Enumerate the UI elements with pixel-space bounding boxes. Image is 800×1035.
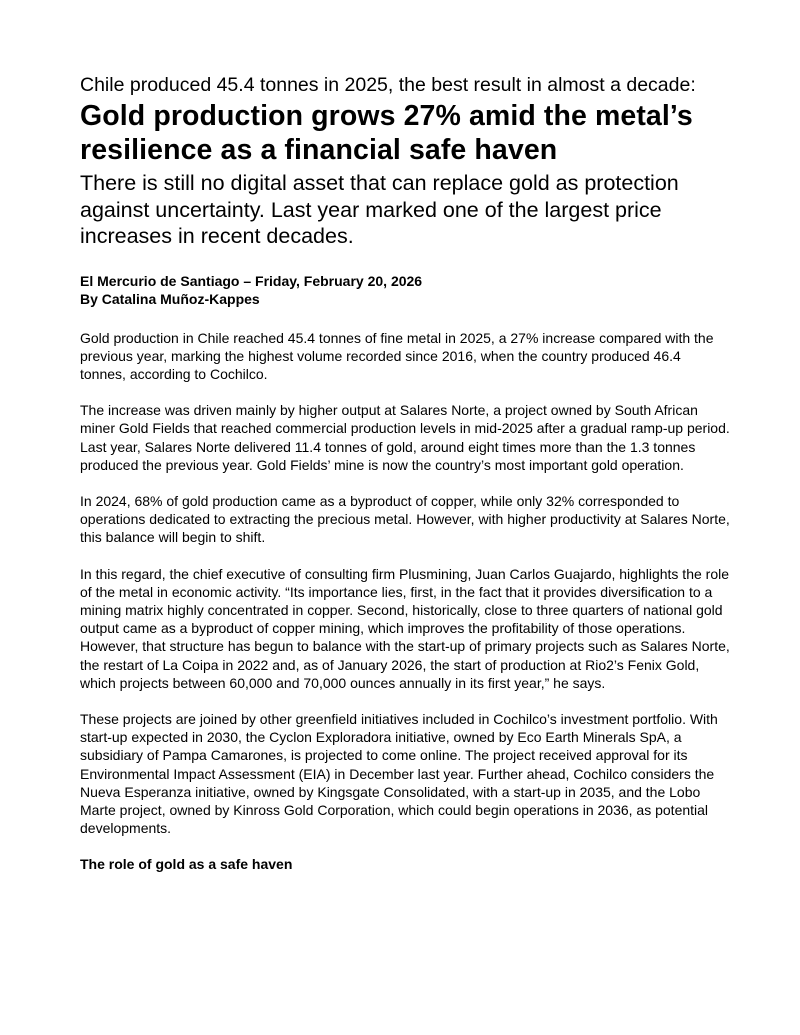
article-dateline: El Mercurio de Santiago – Friday, February 20, 2026 <box>80 272 423 289</box>
body-paragraph: These projects are joined by other greenfield initiatives included in Cochilco’s investment portfolio. With start-up expected in 2030, the Cyclon Exploradora initiative, owned by Eco Earth Minerals SpA, a subsidiary of Pampa Camarones, is projected to come online. The project received approval for its Environmental Impact Assessment (EIA) in December last year. Further ahead, Cochilco considers the Nueva Esperanza initiative, owned by Kingsgate Consolidated, with a start-up in 2035, and the Lobo Marte project, owned by Kinross Gold Corporation, which could begin operations in 2036, as potential developments. <box>80 710 718 837</box>
article-deck: There is still no digital asset that can replace gold as protection against uncertainty. Last year marked one of the largest price increases in recent decades. <box>80 171 679 248</box>
article-meta <box>80 272 730 308</box>
section-heading: The role of gold as a safe haven <box>80 856 293 873</box>
body-paragraph: In 2024, 68% of gold production came as a byproduct of copper, while only 32% corresponded to operations dedicated to extracting the precious metal. However, with higher productivity at Salares Norte, this balance will begin to shift. <box>80 492 730 546</box>
article-kicker: Chile produced 45.4 tonnes in 2025, the best result in almost a decade: <box>80 74 696 96</box>
body-paragraph: Gold production in Chile reached 45.4 tonnes of fine metal in 2025, a 27% increase compared with the previous year, marking the highest volume recorded since 2016, when the country produced 46.4 tonnes, according to Cochilco. <box>80 329 714 382</box>
article <box>80 74 730 873</box>
body-paragraph: The increase was driven mainly by higher output at Salares Norte, a project owned by South African miner Gold Fields that reached commercial production levels in mid-2025 after a gradual ramp-up period. Last year, Salares Norte delivered 11.4 tonnes of gold, around eight times more than the 1.3 tonnes produced the previous year. Gold Fields’ mine is now the country’s most important gold operation. <box>80 402 730 473</box>
article-body <box>80 329 730 874</box>
body-paragraph: In this regard, the chief executive of consulting firm Plusmining, Juan Carlos Guajardo, highlights the role of the metal in economic activity. “Its importance lies, first, in the fact that it provides diversification to a mining matrix highly concentrated in copper. Second, historically, close to three quarters of national gold output came as a byproduct of copper mining, which improves the profitability of those operations. However, that structure has begun to balance with the start-up of primary projects such as Salares Norte, the restart of La Coipa in 2022 and, as of January 2026, the start of production at Rio2’s Fenix Gold, which projects between 60,000 and 70,000 ounces annually in its first year,” he says. <box>80 565 730 691</box>
article-byline: By Catalina Muñoz-Kappes <box>80 290 260 307</box>
article-headline: Gold production grows 27% amid the metal’s resilience as a financial safe haven <box>80 100 693 166</box>
